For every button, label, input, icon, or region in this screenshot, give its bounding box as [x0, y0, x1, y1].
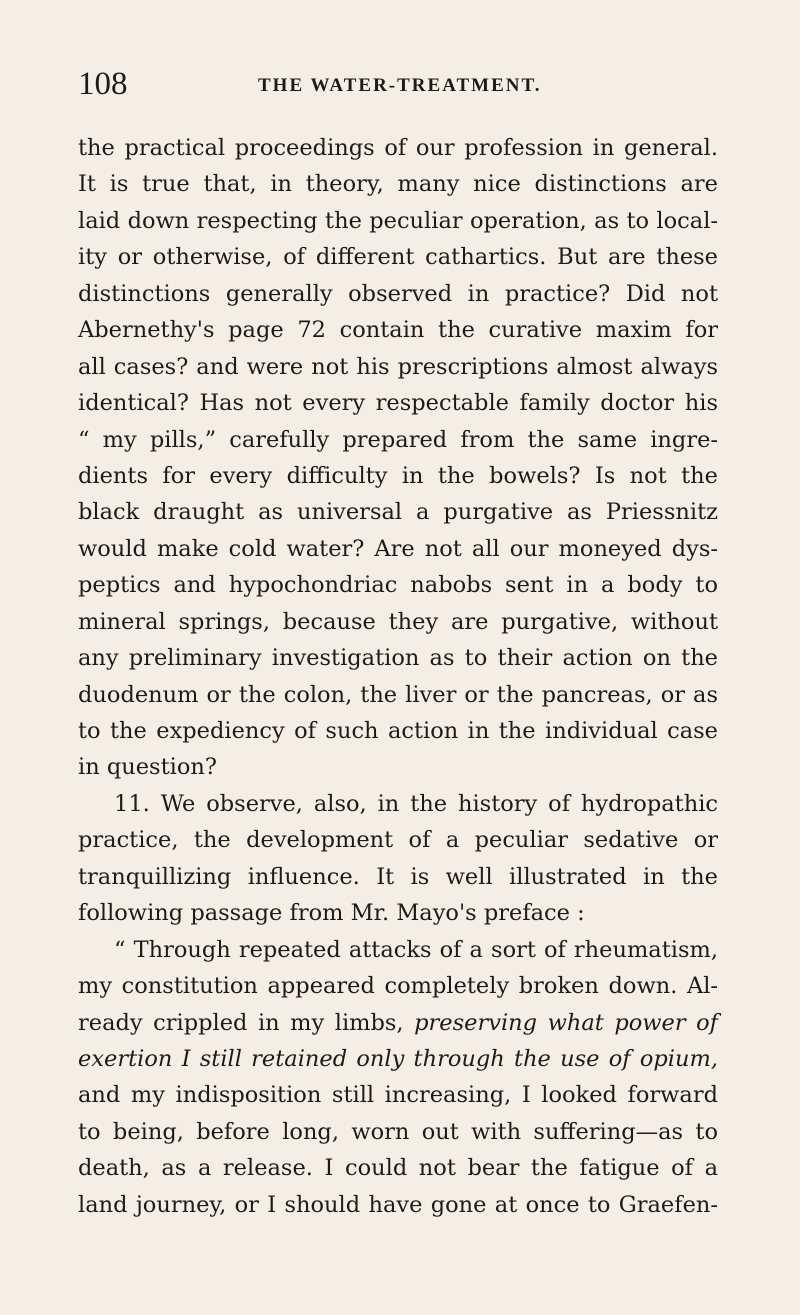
text-line: duodenum or the colon, the liver or the pancreas, or as: [78, 681, 718, 708]
text-line: death, as a release. I could not bear the fatigue of a: [78, 1155, 718, 1182]
italic-line: exertion I still retained only through the use of opium,: [78, 1045, 718, 1072]
text-line: It is true that, in theory, many nice distinctions are: [78, 171, 718, 198]
text-line: in question?: [78, 754, 217, 781]
running-head: THE WATER-TREATMENT.: [258, 75, 542, 96]
text-line: practice, the development of a peculiar sedative or: [78, 827, 718, 854]
text-line: “ my pills,” carefully prepared from the same ingre-: [78, 426, 718, 453]
text-line: the practical proceedings of our profession in general.: [78, 135, 718, 161]
text-line: tranquillizing influence. It is well illustrated in the: [78, 863, 718, 890]
text-line: distinctions generally observed in practice? Did not: [78, 280, 718, 307]
text-line: [78, 1005, 718, 1041]
text-line: all cases? and were not his prescriptions almost always: [78, 353, 718, 380]
text-line: peptics and hypochondriac nabobs sent in a body to: [78, 572, 718, 599]
text-line: following passage from Mr. Mayo's preface :: [78, 900, 585, 927]
quote-start: “ Through repeated attacks of a sort of rheumatism,: [114, 936, 718, 963]
text-roman: ready crippled in my limbs,: [78, 1009, 404, 1036]
text-line: dients for every difficulty in the bowels? Is not the: [78, 462, 718, 489]
text-line: my constitution appeared completely broken down. Al-: [78, 973, 718, 1000]
text-line: to the expediency of such action in the individual case: [78, 718, 718, 744]
page-header: [78, 64, 722, 104]
text-line: ity or otherwise, of different cathartics. But are these: [78, 244, 718, 271]
text-line: Abernethy's page 72 contain the curative maxim for: [78, 317, 718, 344]
section-11-start: 11. We observe, also, in the history of hydropathic: [114, 790, 718, 817]
text-line: mineral springs, because they are purgative, without: [78, 608, 718, 635]
page-number: 108: [78, 66, 128, 102]
text-line: land journey, or I should have gone at once to Graefen-: [78, 1191, 718, 1218]
text-line: identical? Has not every respectable family doctor his: [78, 390, 718, 417]
text-line: would make cold water? Are not all our moneyed dys-: [78, 535, 718, 562]
text-line: any preliminary investigation as to their action on the: [78, 645, 718, 672]
text-line: to being, before long, worn out with suffering—as to: [78, 1118, 718, 1145]
text-line: and my indisposition still increasing, I looked forward: [78, 1082, 718, 1109]
italic-text: preserving what power of: [414, 1009, 719, 1036]
text-line: black draught as universal a purgative as Priessnitz: [78, 499, 718, 526]
body-text: [78, 130, 718, 1223]
text-line: laid down respecting the peculiar operation, as to local-: [78, 207, 718, 234]
